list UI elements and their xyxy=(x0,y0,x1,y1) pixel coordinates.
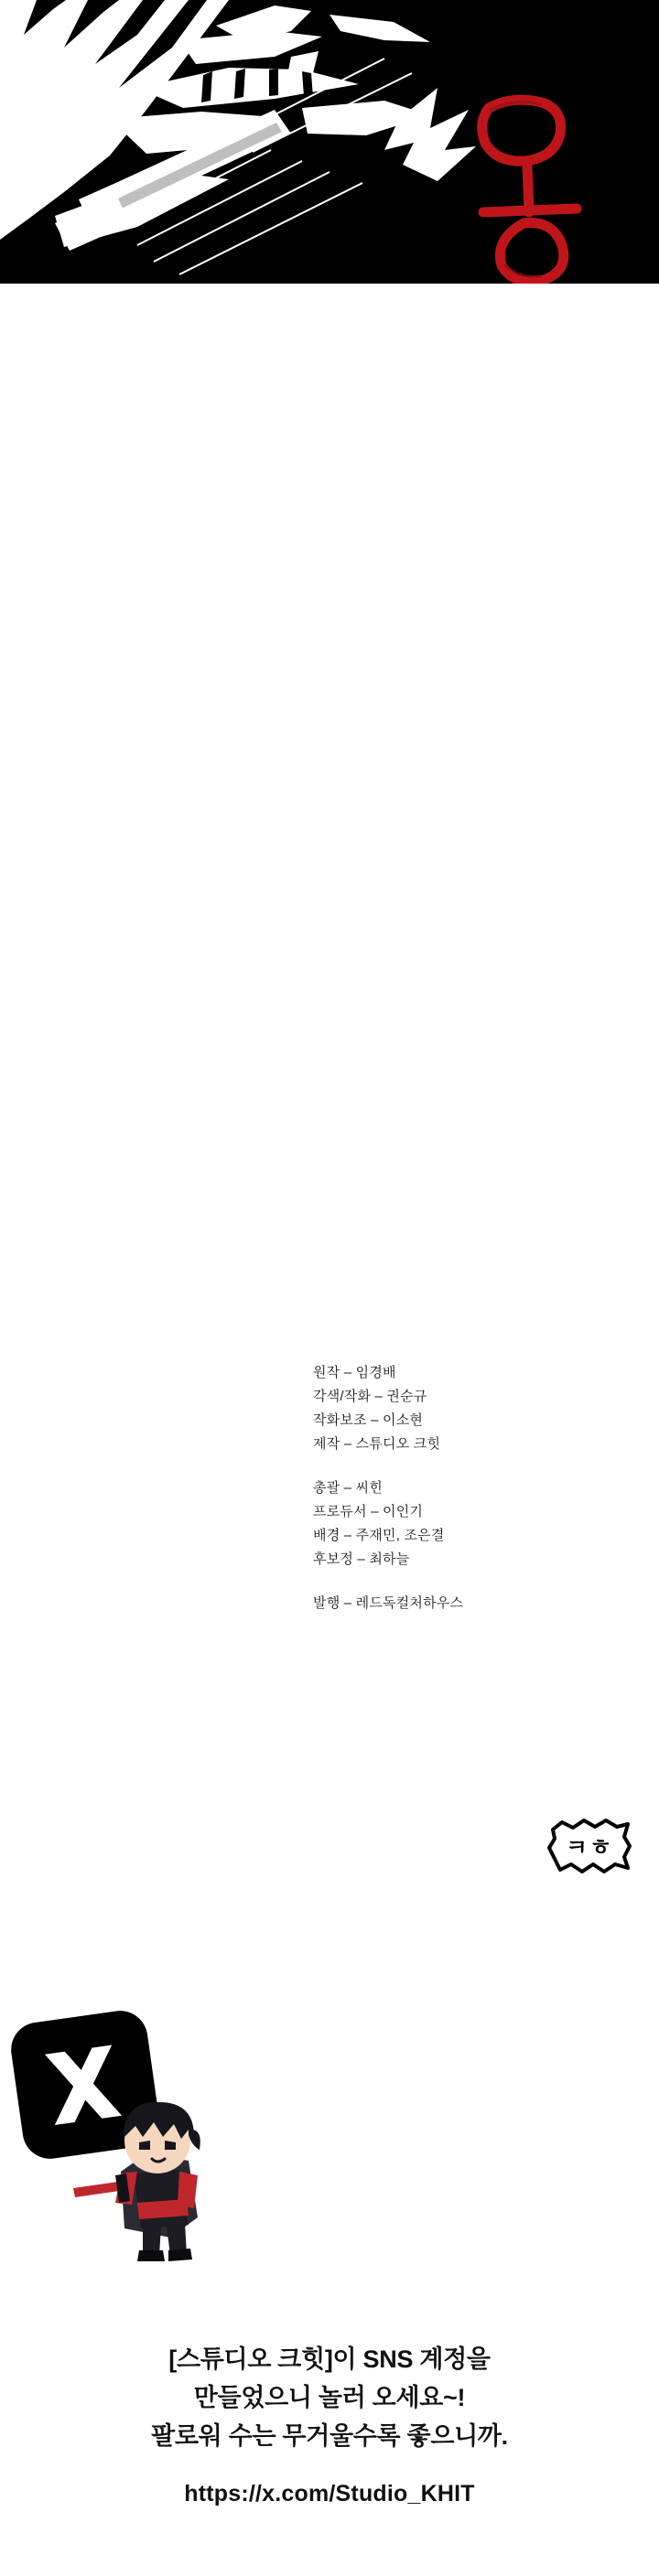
promo-text xyxy=(0,2340,659,2455)
x-logo-and-character xyxy=(9,1992,293,2267)
artwork-panel xyxy=(0,0,659,284)
promo-line: [스튜디오 크힛]이 SNS 계정을 xyxy=(168,2345,491,2373)
credit-line: 프로듀서 – 이인기 xyxy=(313,1504,424,1519)
credit-line: 발행 – 레드독컬처하우스 xyxy=(313,1595,464,1611)
promo-link[interactable]: https://x.com/Studio_KHIT xyxy=(184,2481,475,2506)
promo-line: 만들었으니 놀러 오세요~! xyxy=(193,2384,466,2411)
credit-line: 총괄 – 씨힌 xyxy=(313,1480,384,1496)
mascot-illustration xyxy=(9,1992,293,2267)
credits-group xyxy=(313,1476,624,1572)
credit-line: 배경 – 주재민, 조은결 xyxy=(313,1528,445,1543)
artwork-illustration xyxy=(0,0,659,284)
laugh-speech-bubble xyxy=(547,1819,632,1873)
credits-block xyxy=(313,1361,624,1615)
credit-line: 후보정 – 최하늘 xyxy=(313,1551,410,1567)
credit-line: 제작 – 스튜디오 크힛 xyxy=(313,1436,441,1452)
credit-line: 원작 – 임경배 xyxy=(313,1365,396,1380)
credits-group xyxy=(313,1592,624,1615)
promo-line: 팔로워 수는 무거울수록 좋으니까. xyxy=(151,2422,508,2450)
laugh-text: ㅋㅎ xyxy=(565,1835,614,1861)
credit-line: 각색/작화 – 권순규 xyxy=(313,1389,427,1404)
credits-group xyxy=(313,1361,624,1456)
credit-line: 작화보조 – 이소현 xyxy=(313,1412,424,1428)
